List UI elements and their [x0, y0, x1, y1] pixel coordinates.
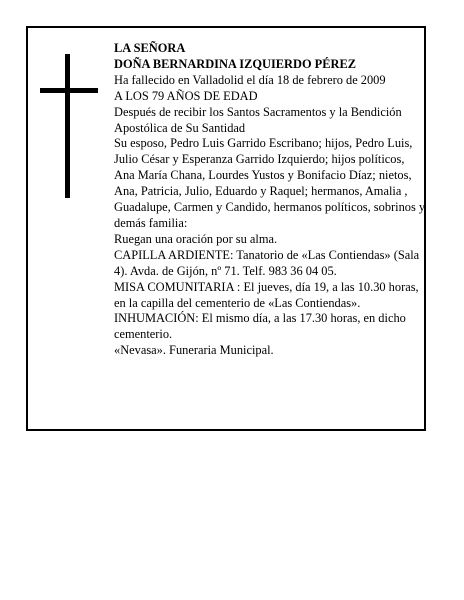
deceased-name: DOÑA BERNARDINA IZQUIERDO PÉREZ: [114, 56, 356, 71]
burial-label: INHUMACIÓN:: [114, 311, 199, 326]
mass-text: MISA COMUNITARIA : El jueves, día 19, a las 10.30 horas, en la capilla del cementerio de «Las Contiendas».: [114, 279, 419, 310]
age-line: A LOS 79 AÑOS DE EDAD: [114, 88, 258, 103]
chapel-text: CAPILLA ARDIENTE: Tanatorio de «Las Contiendas» (Sala 4). Avda. de Gijón, nº 71. Telf. 983 36 04 05.: [114, 247, 420, 278]
notice-text: [114, 41, 426, 359]
death-line: Ha fallecido en Valladolid el día 18 de febrero de 2009: [114, 72, 386, 87]
prayer-text: Ruegan una oración por su alma.: [114, 231, 278, 246]
burial-text: El mismo día, a las 17.30 horas, en dicho cementerio.: [114, 311, 406, 342]
burial-paragraph: [114, 311, 426, 343]
family-text: Su esposo, Pedro Luis Garrido Escribano; hijos, Pedro Luis, Julio César y Esperanza Garrido Izquierdo; hijos políticos, Ana María Chana, Lourdes Yustos y Bonifacio Díaz; nietos, Ana, Patricia, Julio, Eduardo y Raquel; hermanos, Amalia , Guadalupe, Carmen y Candido, hermanos políticos, sobrinos y demás familia:: [114, 136, 426, 230]
cross-icon: [40, 54, 98, 198]
notice-title: LA SEÑORA: [114, 41, 186, 55]
cross-vertical-bar: [65, 54, 70, 198]
sacraments-text: Después de recibir los Santos Sacramentos y la Bendición Apostólica de Su Santidad: [114, 104, 402, 135]
obituary-notice: [26, 26, 426, 431]
funeral-home: «Nevasa». Funeraria Municipal.: [114, 343, 274, 358]
cross-horizontal-bar: [40, 88, 98, 93]
